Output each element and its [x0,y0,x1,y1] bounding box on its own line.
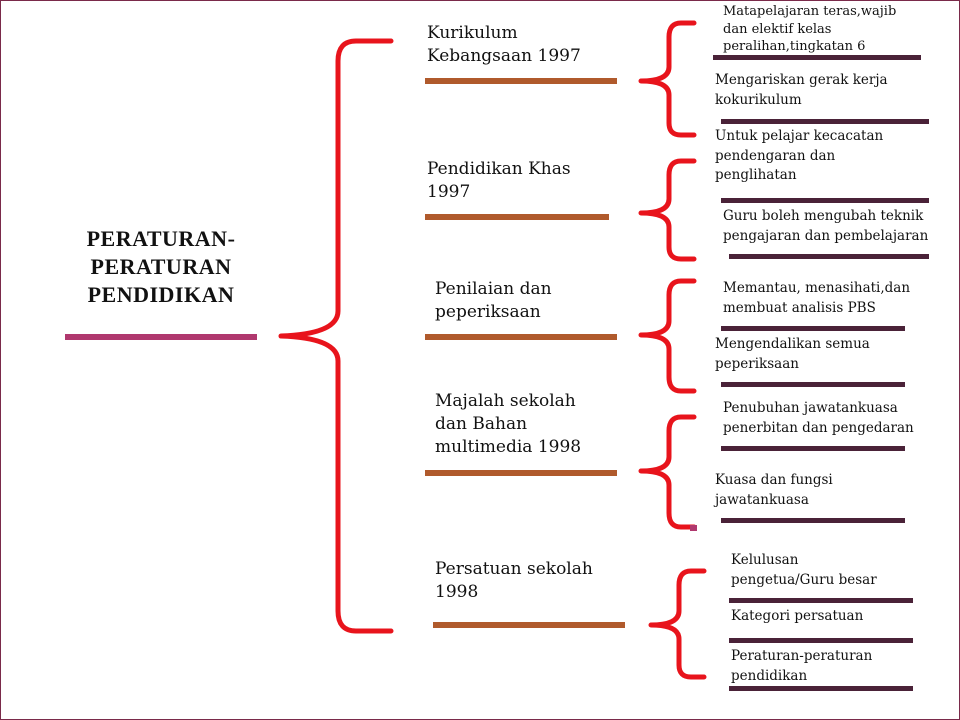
item-line-2: kokurikulum [715,91,802,108]
category-line-3: multimedia 1998 [435,437,582,457]
item-line-1: Penubuhan jawatankuasa [723,400,898,416]
item-kategori [731,607,863,627]
root-title-line-3: PENDIDIKAN [87,282,235,307]
item-line-2: membuat analisis PBS [723,299,876,316]
brace-persatuan [651,571,704,677]
item-underline [721,382,905,387]
item-line-2: pengetua/Guru besar [731,571,877,588]
connector-tick [690,525,697,531]
item-memantau [723,279,910,318]
category-underline [425,334,617,340]
item-line-1: Memantau, menasihati,dan [723,280,911,296]
item-penubuhan [723,399,914,438]
category-line-2: peperiksaan [435,302,541,322]
item-underline [721,198,929,203]
item-line-2: jawatankuasa [715,491,809,508]
item-line-1: Untuk pelajar kecacatan [715,128,884,144]
category-underline [433,622,625,628]
item-line-2: penerbitan dan pengedaran [723,419,914,436]
item-line-2: pendidikan [731,667,808,684]
item-underline [721,518,905,523]
brace-kurikulum [641,23,694,135]
item-peraturan [731,647,872,686]
item-kuasa [715,471,833,510]
item-line-2: pengajaran dan pembelajaran [723,227,929,244]
category-pendidikan-khas [427,158,571,204]
item-line-1: Kategori persatuan [731,608,864,624]
item-line-2: pendengaran dan [715,147,836,164]
item-underline [721,326,905,331]
root-underline [65,334,257,340]
item-line-2: dan elektif kelas [723,21,832,37]
category-underline [425,214,609,220]
category-persatuan [435,558,593,604]
item-underline [721,446,905,451]
item-underline [729,638,913,643]
root-title-line-1: PERATURAN- [86,226,236,251]
item-mengendalikan [715,335,870,374]
category-line-2: 1998 [435,582,479,602]
root-brace [281,41,391,631]
item-teknik [723,207,928,246]
category-line-2: Kebangsaan 1997 [427,46,581,66]
category-line-1: Majalah sekolah [435,391,576,411]
item-gerak-kerja [715,71,888,110]
item-matapelajaran [723,3,896,59]
item-underline [713,55,921,60]
category-underline [425,78,617,84]
item-line-2: peperiksaan [715,355,799,372]
category-line-1: Pendidikan Khas [427,159,571,179]
category-penilaian [435,278,552,324]
category-underline [425,470,617,476]
category-kurikulum [427,22,581,68]
item-line-1: Mengendalikan semua [715,336,870,352]
brace-majalah [641,417,694,527]
brace-pendidikan-khas [641,161,694,259]
item-underline [729,686,913,691]
item-line-1: Kuasa dan fungsi [715,472,833,488]
item-line-1: Kelulusan [731,552,799,568]
item-line-1: Matapelajaran teras,wajib [723,4,897,19]
item-line-3: peralihan,tingkatan 6 [723,39,866,54]
category-line-1: Kurikulum [427,23,518,43]
item-line-1: Mengariskan gerak kerja [715,72,888,88]
item-underline [721,119,929,124]
item-line-1: Guru boleh mengubah teknik [723,208,924,224]
item-kecacatan [715,127,883,186]
category-line-2: 1997 [427,182,471,202]
item-underline [729,598,913,603]
category-line-1: Penilaian dan [435,279,552,299]
category-line-2: dan Bahan [435,414,528,434]
category-majalah [435,390,581,459]
root-title-line-2: PERATURAN [90,254,232,279]
category-line-1: Persatuan sekolah [435,559,593,579]
item-underline [729,254,929,259]
item-line-3: penglihatan [715,167,797,183]
item-line-1: Peraturan-peraturan [731,648,873,664]
root-title [61,225,261,309]
brace-penilaian [641,281,694,391]
item-kelulusan [731,551,877,590]
